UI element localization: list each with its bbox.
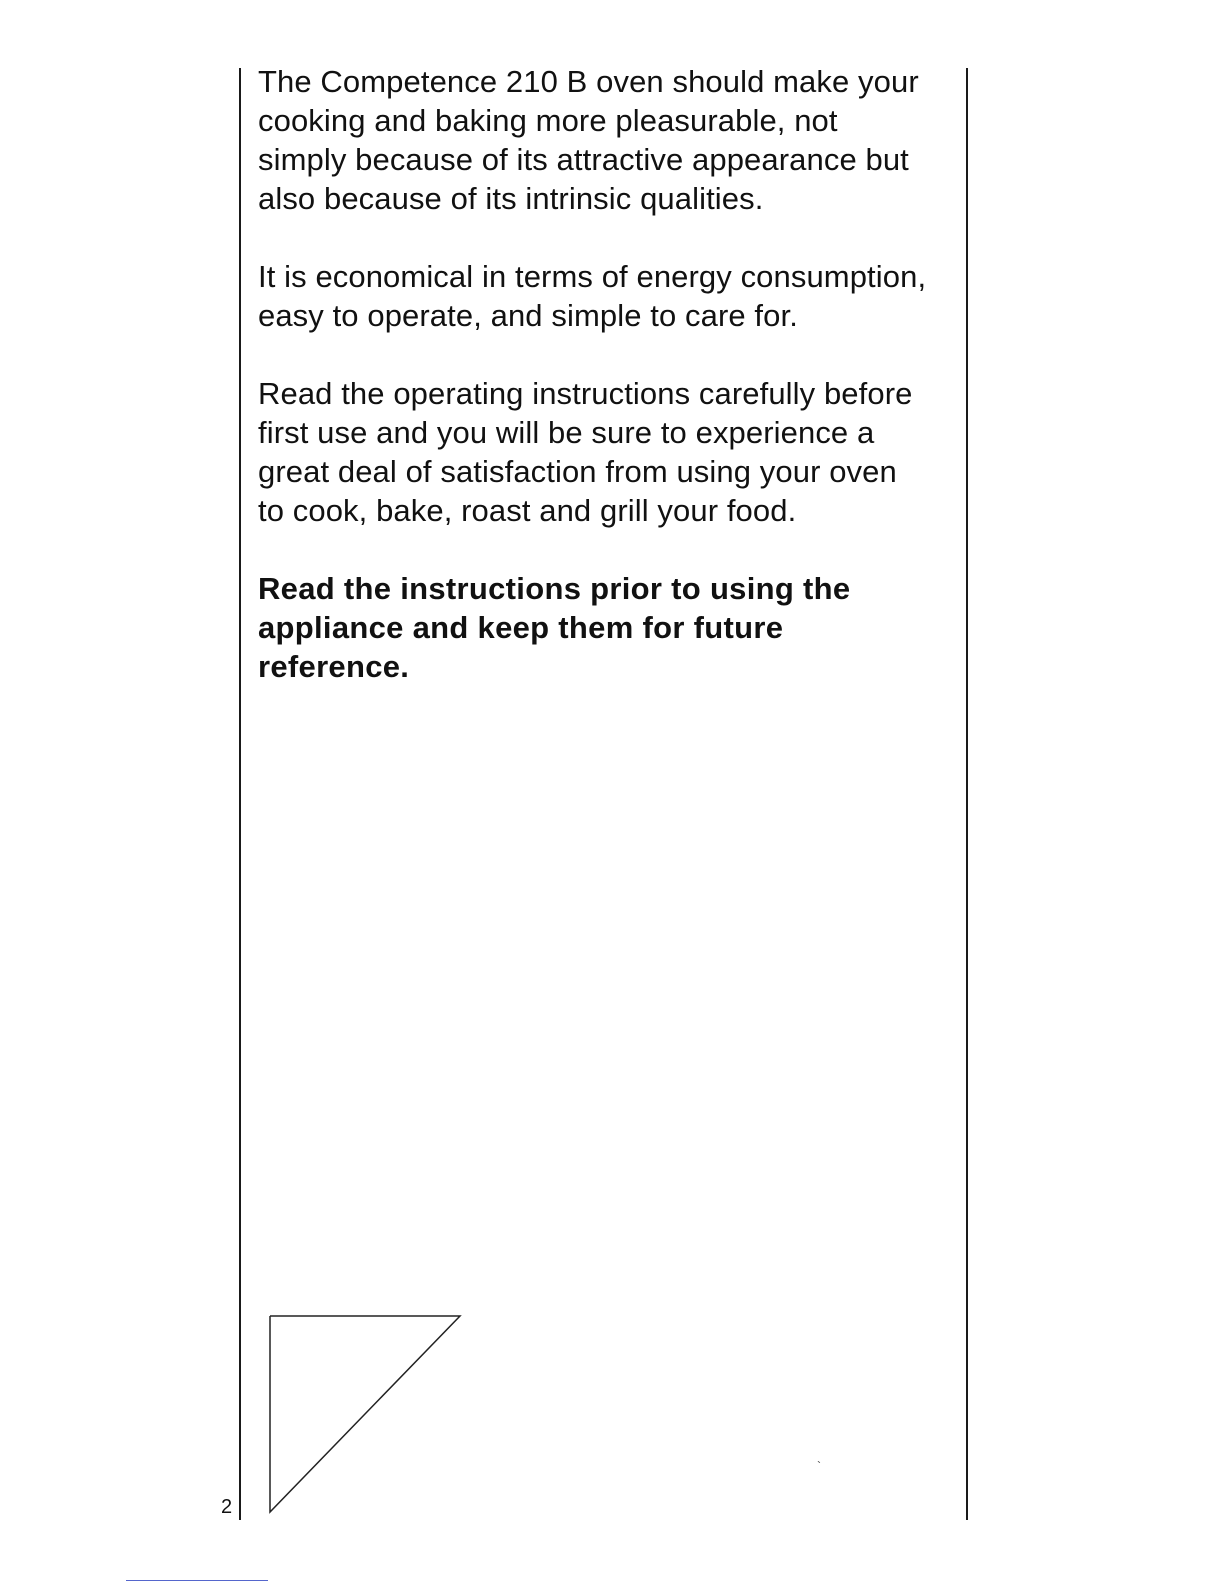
notice-paragraph [258,569,958,686]
page-number: 2 [221,1496,233,1518]
notice-line: reference. [258,649,410,684]
corner-triangle-mark [266,1312,466,1522]
intro-line: also because of its intrinsic qualities. [258,181,764,216]
left-margin-rule [239,68,241,1520]
economy-line: easy to operate, and simple to care for. [258,298,798,333]
economy-paragraph [258,257,958,335]
intro-line: cooking and baking more pleasurable, not [258,103,838,138]
intro-line: simply because of its attractive appearance but [258,142,909,177]
instructions-line: Read the operating instructions carefully before [258,376,913,411]
notice-line: appliance and keep them for future [258,610,784,645]
notice-line: Read the instructions prior to using the [258,571,851,606]
instructions-line: great deal of satisfaction from using your oven [258,454,897,489]
right-margin-rule [966,68,968,1520]
instructions-line: to cook, bake, roast and grill your food. [258,493,797,528]
stray-mark: ` [817,1459,821,1473]
bottom-rule [126,1580,268,1581]
instructions-line: first use and you will be sure to experience a [258,415,875,450]
instructions-paragraph [258,374,958,530]
body-text-column [258,62,958,725]
economy-line: It is economical in terms of energy consumption, [258,259,927,294]
intro-line: The Competence 210 B oven should make your [258,64,919,99]
intro-paragraph [258,62,958,218]
